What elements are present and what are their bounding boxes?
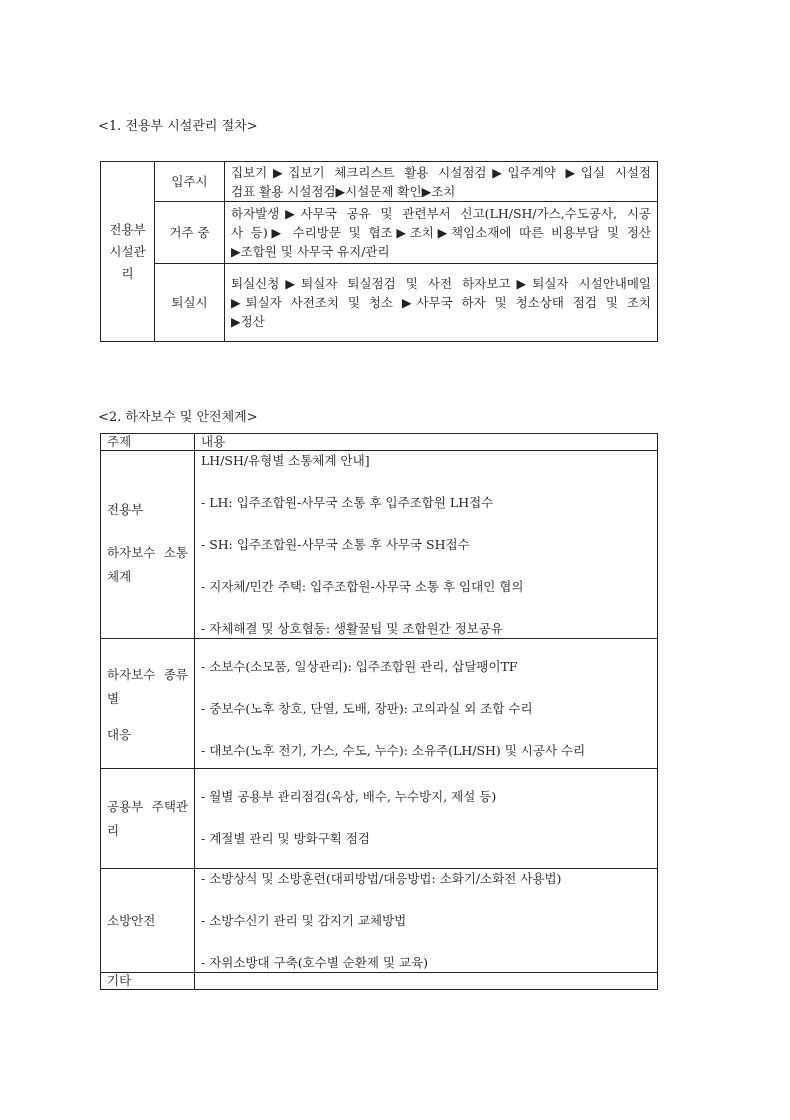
stage-cell: 입주시 <box>155 162 225 202</box>
subject-cell: 기타 <box>101 973 195 990</box>
table-header-row <box>101 434 658 451</box>
table-row <box>101 769 658 869</box>
repair-safety-table <box>100 433 658 990</box>
subject-cell: 소방안전 <box>101 869 195 973</box>
facility-procedure-table <box>100 161 658 342</box>
table-row <box>101 264 658 342</box>
content-cell: - 소방상식 및 소방훈련(대피방법/대응방법: 소화기/소화전 사용법) - 소방수신기 관리 및 감지기 교체방법 - 자위소방대 구축(호수별 순환제 및 교육) <box>195 869 658 973</box>
section2-title: <2. 하자보수 및 안전체계> <box>98 410 258 425</box>
content-cell <box>195 973 658 990</box>
subject-cell: 공용부 주택관리 <box>101 769 195 869</box>
table-row <box>101 869 658 973</box>
stage-cell: 거주 중 <box>155 202 225 264</box>
content-header: 내용 <box>195 434 658 451</box>
category-cell <box>101 162 155 342</box>
table-row <box>101 202 658 264</box>
table-row <box>101 162 658 202</box>
stage-description: 퇴실신청▶퇴실자 퇴실점검 및 사전 하자보고▶퇴실자 시설안내메일 ▶퇴실자 사전조치 및 청소 ▶사무국 하자 및 청소상태 점검 및 조치 ▶정산 <box>225 264 658 342</box>
section1-title: <1. 전용부 시설관리 절차> <box>98 119 258 134</box>
table-row <box>101 973 658 990</box>
subject-cell: 하자보수 종류별 대응 <box>101 639 195 769</box>
subject-cell: 전용부 하자보수 소통체계 <box>101 451 195 639</box>
stage-description: 하자발생▶사무국 공유 및 관련부서 신고(LH/SH/가스,수도공사, 시공 사 등)▶ 수리방문 및 협조▶조치▶책임소재에 따른 비용부담 및 정산 ▶조합원 및 사무국 유지/관리 <box>225 202 658 264</box>
content-cell: LH/SH/유형별 소통체계 안내] - LH: 입주조합원-사무국 소통 후 입주조합원 LH접수 - SH: 입주조합원-사무국 소통 후 사무국 SH접수 - 지자체/민간 주택: 입주조합원-사무국 소통 후 임대인 협의 - 자체해결 및 상호협동: 생활꿀팁 및 조합원간 정보공유 <box>195 451 658 639</box>
category-label: 전용부 시설관리 <box>109 221 146 281</box>
content-cell: - 소보수(소모품, 일상관리): 입주조합원 관리, 삽달팽이TF - 중보수(노후 창호, 단열, 도배, 장판): 고의과실 외 조합 수리 - 대보수(노후 전기, 가스, 수도, 누수): 소유주(LH/SH) 및 시공사 수리 <box>195 639 658 769</box>
table-row <box>101 451 658 639</box>
table-row <box>101 639 658 769</box>
stage-description: 집보기▶집보기 체크리스트 활용 시설점검▶입주계약 ▶입실 시설점 검표 활용 시설점검▶시설문제 확인▶조치 <box>225 162 658 202</box>
subject-header: 주제 <box>101 434 195 451</box>
stage-cell: 퇴실시 <box>155 264 225 342</box>
content-cell: - 월별 공용부 관리점검(옥상, 배수, 누수방지, 제설 등) - 계절별 관리 및 방화구획 점검 <box>195 769 658 869</box>
